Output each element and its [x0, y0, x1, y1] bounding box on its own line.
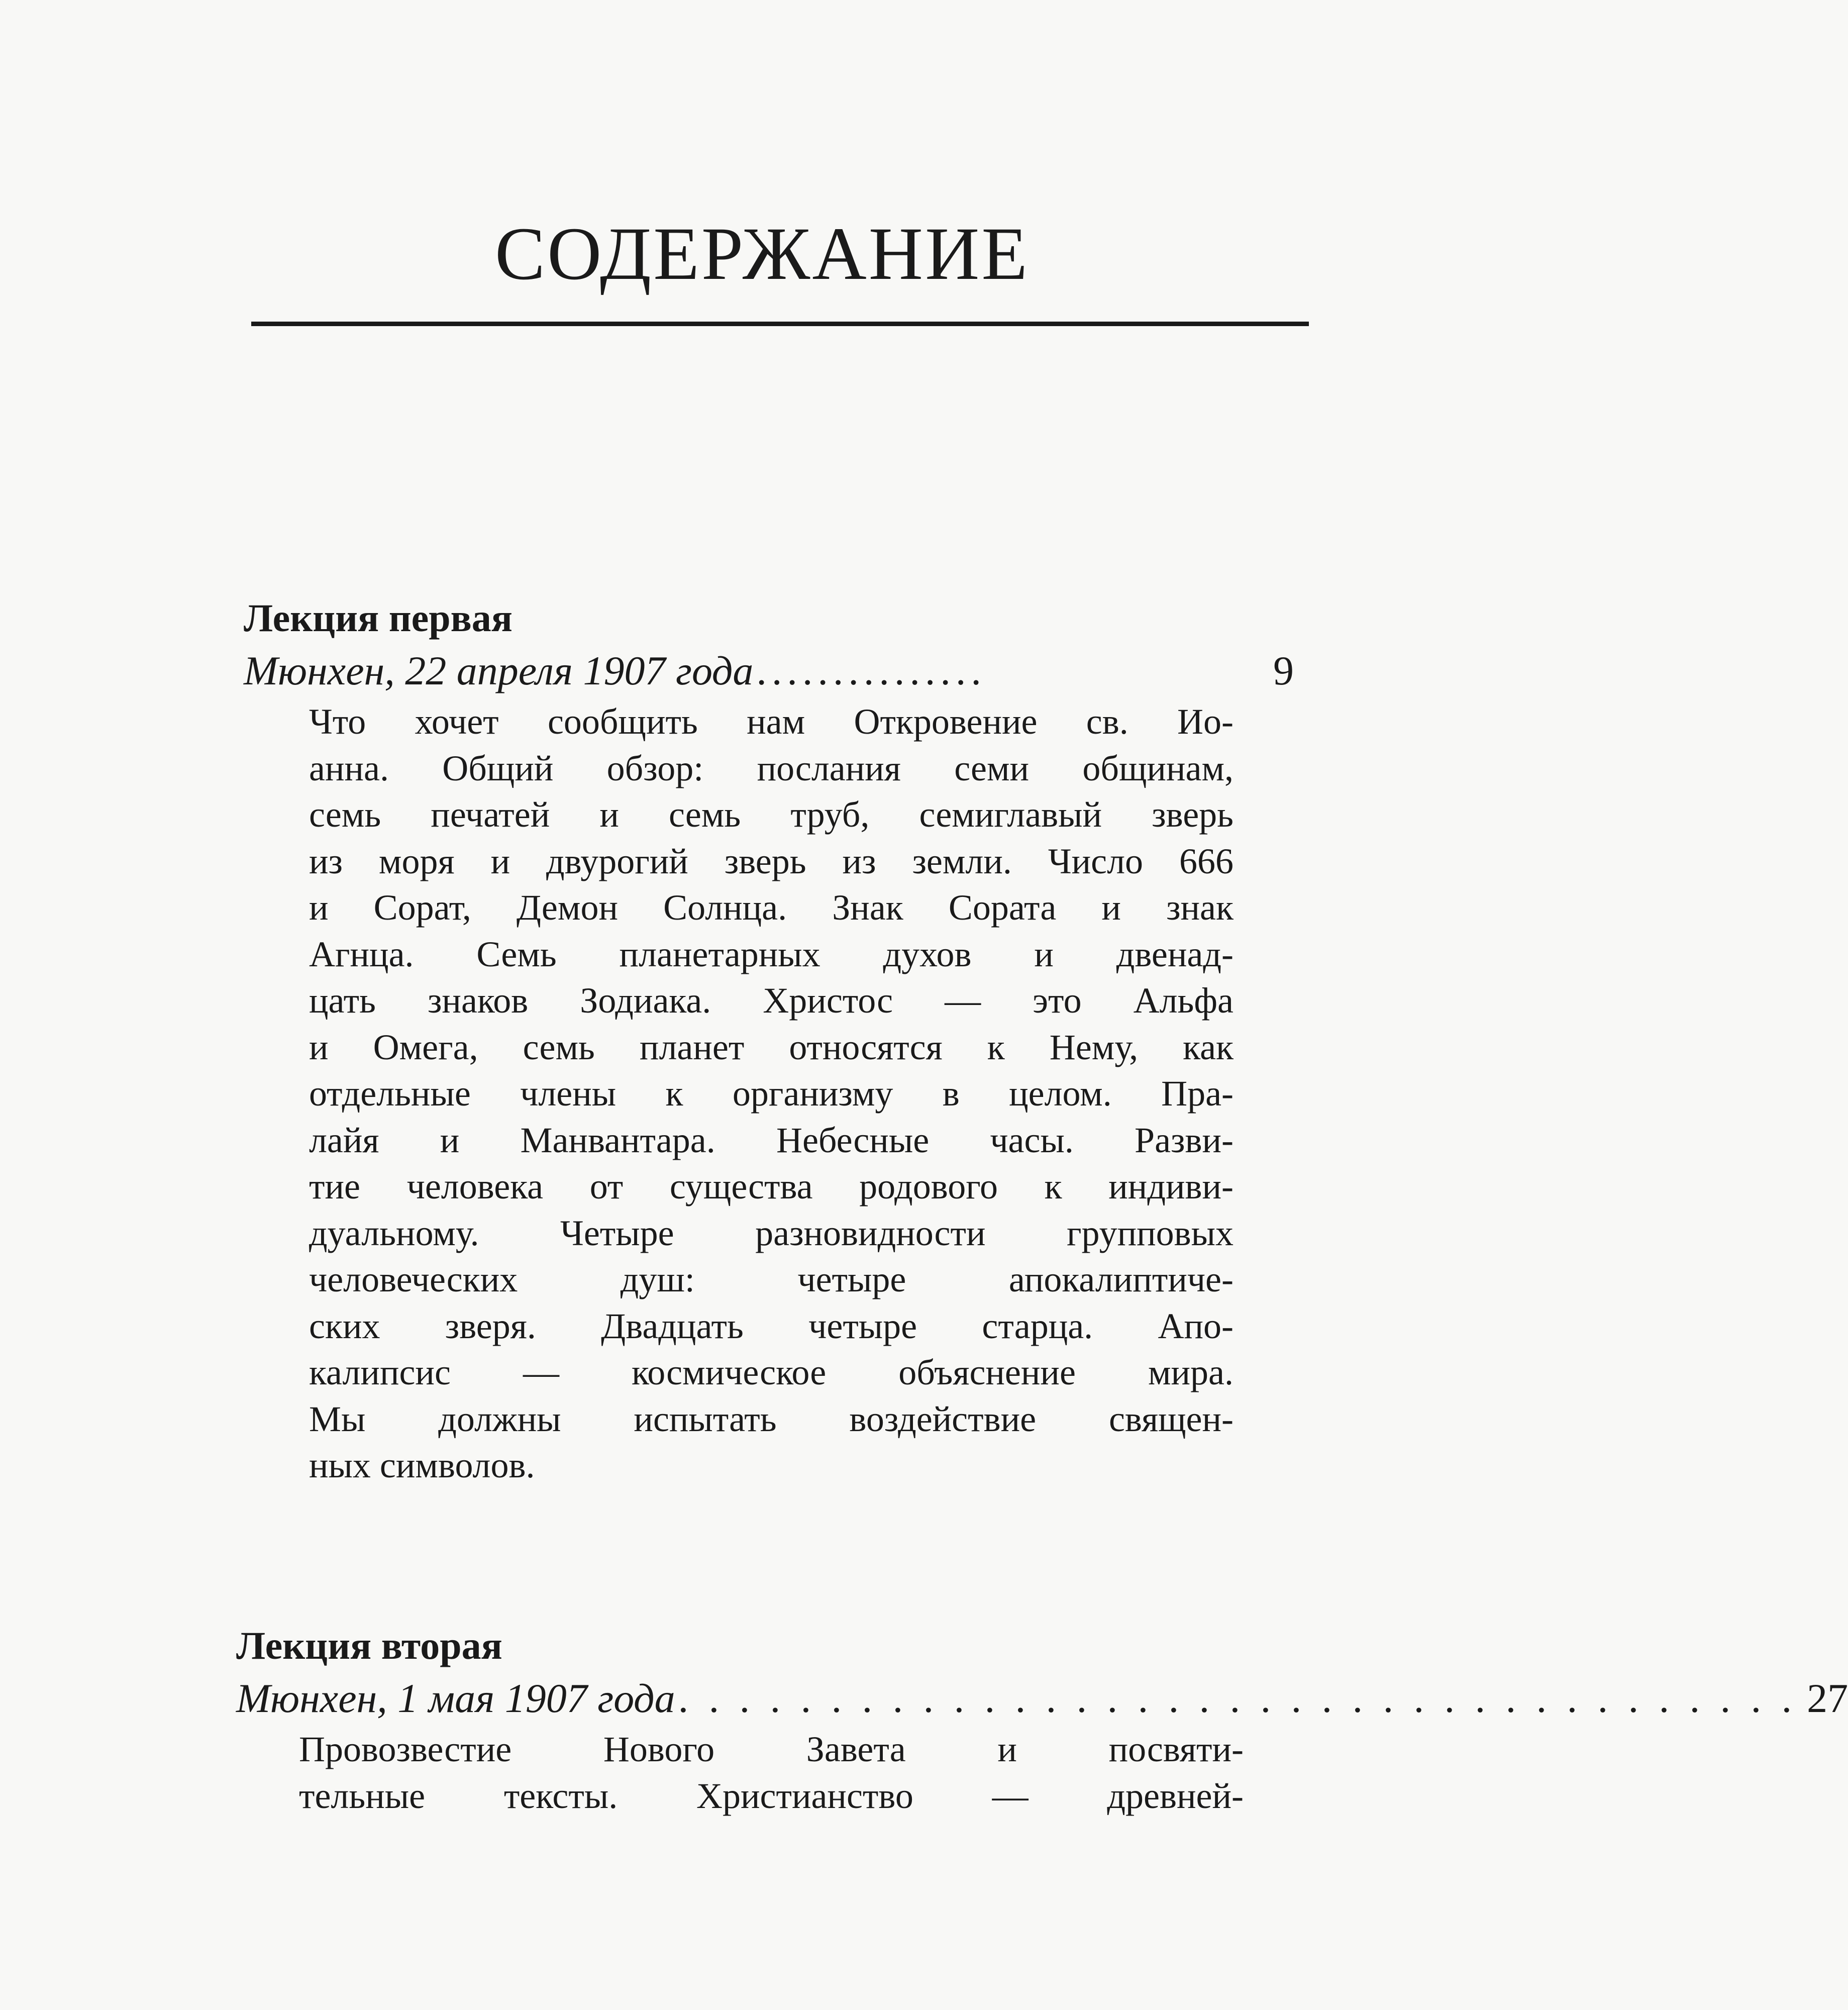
summary-line: цать знаков Зодиака. Христос — это Альфа	[309, 980, 1234, 1021]
lecture-title: Лекция первая	[244, 596, 512, 640]
lecture-place-date-line	[244, 643, 1294, 698]
summary-line: Провозвестие Нового Завета и посвяти-	[299, 1729, 1244, 1769]
summary-line: человеческих душ: четыре апокалиптиче-	[309, 1259, 1234, 1299]
summary-line: дуальному. Четыре разновидности групповых	[309, 1213, 1234, 1253]
page-title: СОДЕРЖАНИЕ	[495, 212, 1030, 295]
dot-leader: . . . . . . . . . . . . . . . . . . . . . . . . . . . . . . . . . . . . .	[678, 1675, 1797, 1721]
summary-line: ских зверя. Двадцать четыре старца. Апо-	[309, 1305, 1234, 1346]
summary-line: семь печатей и семь труб, семиглавый зверь	[309, 794, 1234, 835]
summary-line: ных символов.	[309, 1445, 535, 1485]
summary-line: калипсис — космическое объяснение мира.	[309, 1352, 1234, 1392]
summary-line: Мы должны испытать воздействие священ-	[309, 1398, 1234, 1439]
dot-leader: ...............	[756, 648, 986, 693]
page-number[interactable]: 9	[1273, 648, 1294, 693]
title-underline	[251, 322, 1309, 326]
summary-line: лайя и Манвантара. Небесные часы. Разви-	[309, 1120, 1234, 1160]
summary-line: из моря и двурогий зверь из земли. Число 666	[309, 841, 1234, 881]
summary-line: отдельные члены к организму в целом. Пра-	[309, 1073, 1234, 1114]
lecture-place-date-line	[236, 1671, 1848, 1726]
summary-line: и Омега, семь планет относятся к Нему, как	[309, 1027, 1234, 1067]
lecture-place-date: Мюнхен, 22 апреля 1907 года	[244, 648, 754, 693]
page-number[interactable]: 27	[1807, 1675, 1848, 1721]
summary-line: анна. Общий обзор: послания семи общинам,	[309, 748, 1234, 788]
lecture-place-date: Мюнхен, 1 мая 1907 года	[236, 1675, 675, 1721]
lecture-summary	[299, 1726, 1244, 1819]
summary-line: тельные тексты. Христианство — древней-	[299, 1775, 1244, 1816]
toc-entry-lecture-2[interactable]	[236, 1621, 1848, 1819]
lecture-summary	[309, 698, 1234, 1489]
summary-line: Агнца. Семь планетарных духов и двенад-	[309, 934, 1234, 974]
summary-line: и Сорат, Демон Солнца. Знак Сората и знак	[309, 887, 1234, 928]
toc-entry-lecture-1[interactable]	[244, 593, 1299, 1489]
summary-line: тие человека от существа родового к индиви-	[309, 1166, 1234, 1207]
lecture-title: Лекция вторая	[236, 1624, 502, 1667]
summary-line: Что хочет сообщить нам Откровение св. Ио-	[309, 701, 1234, 742]
